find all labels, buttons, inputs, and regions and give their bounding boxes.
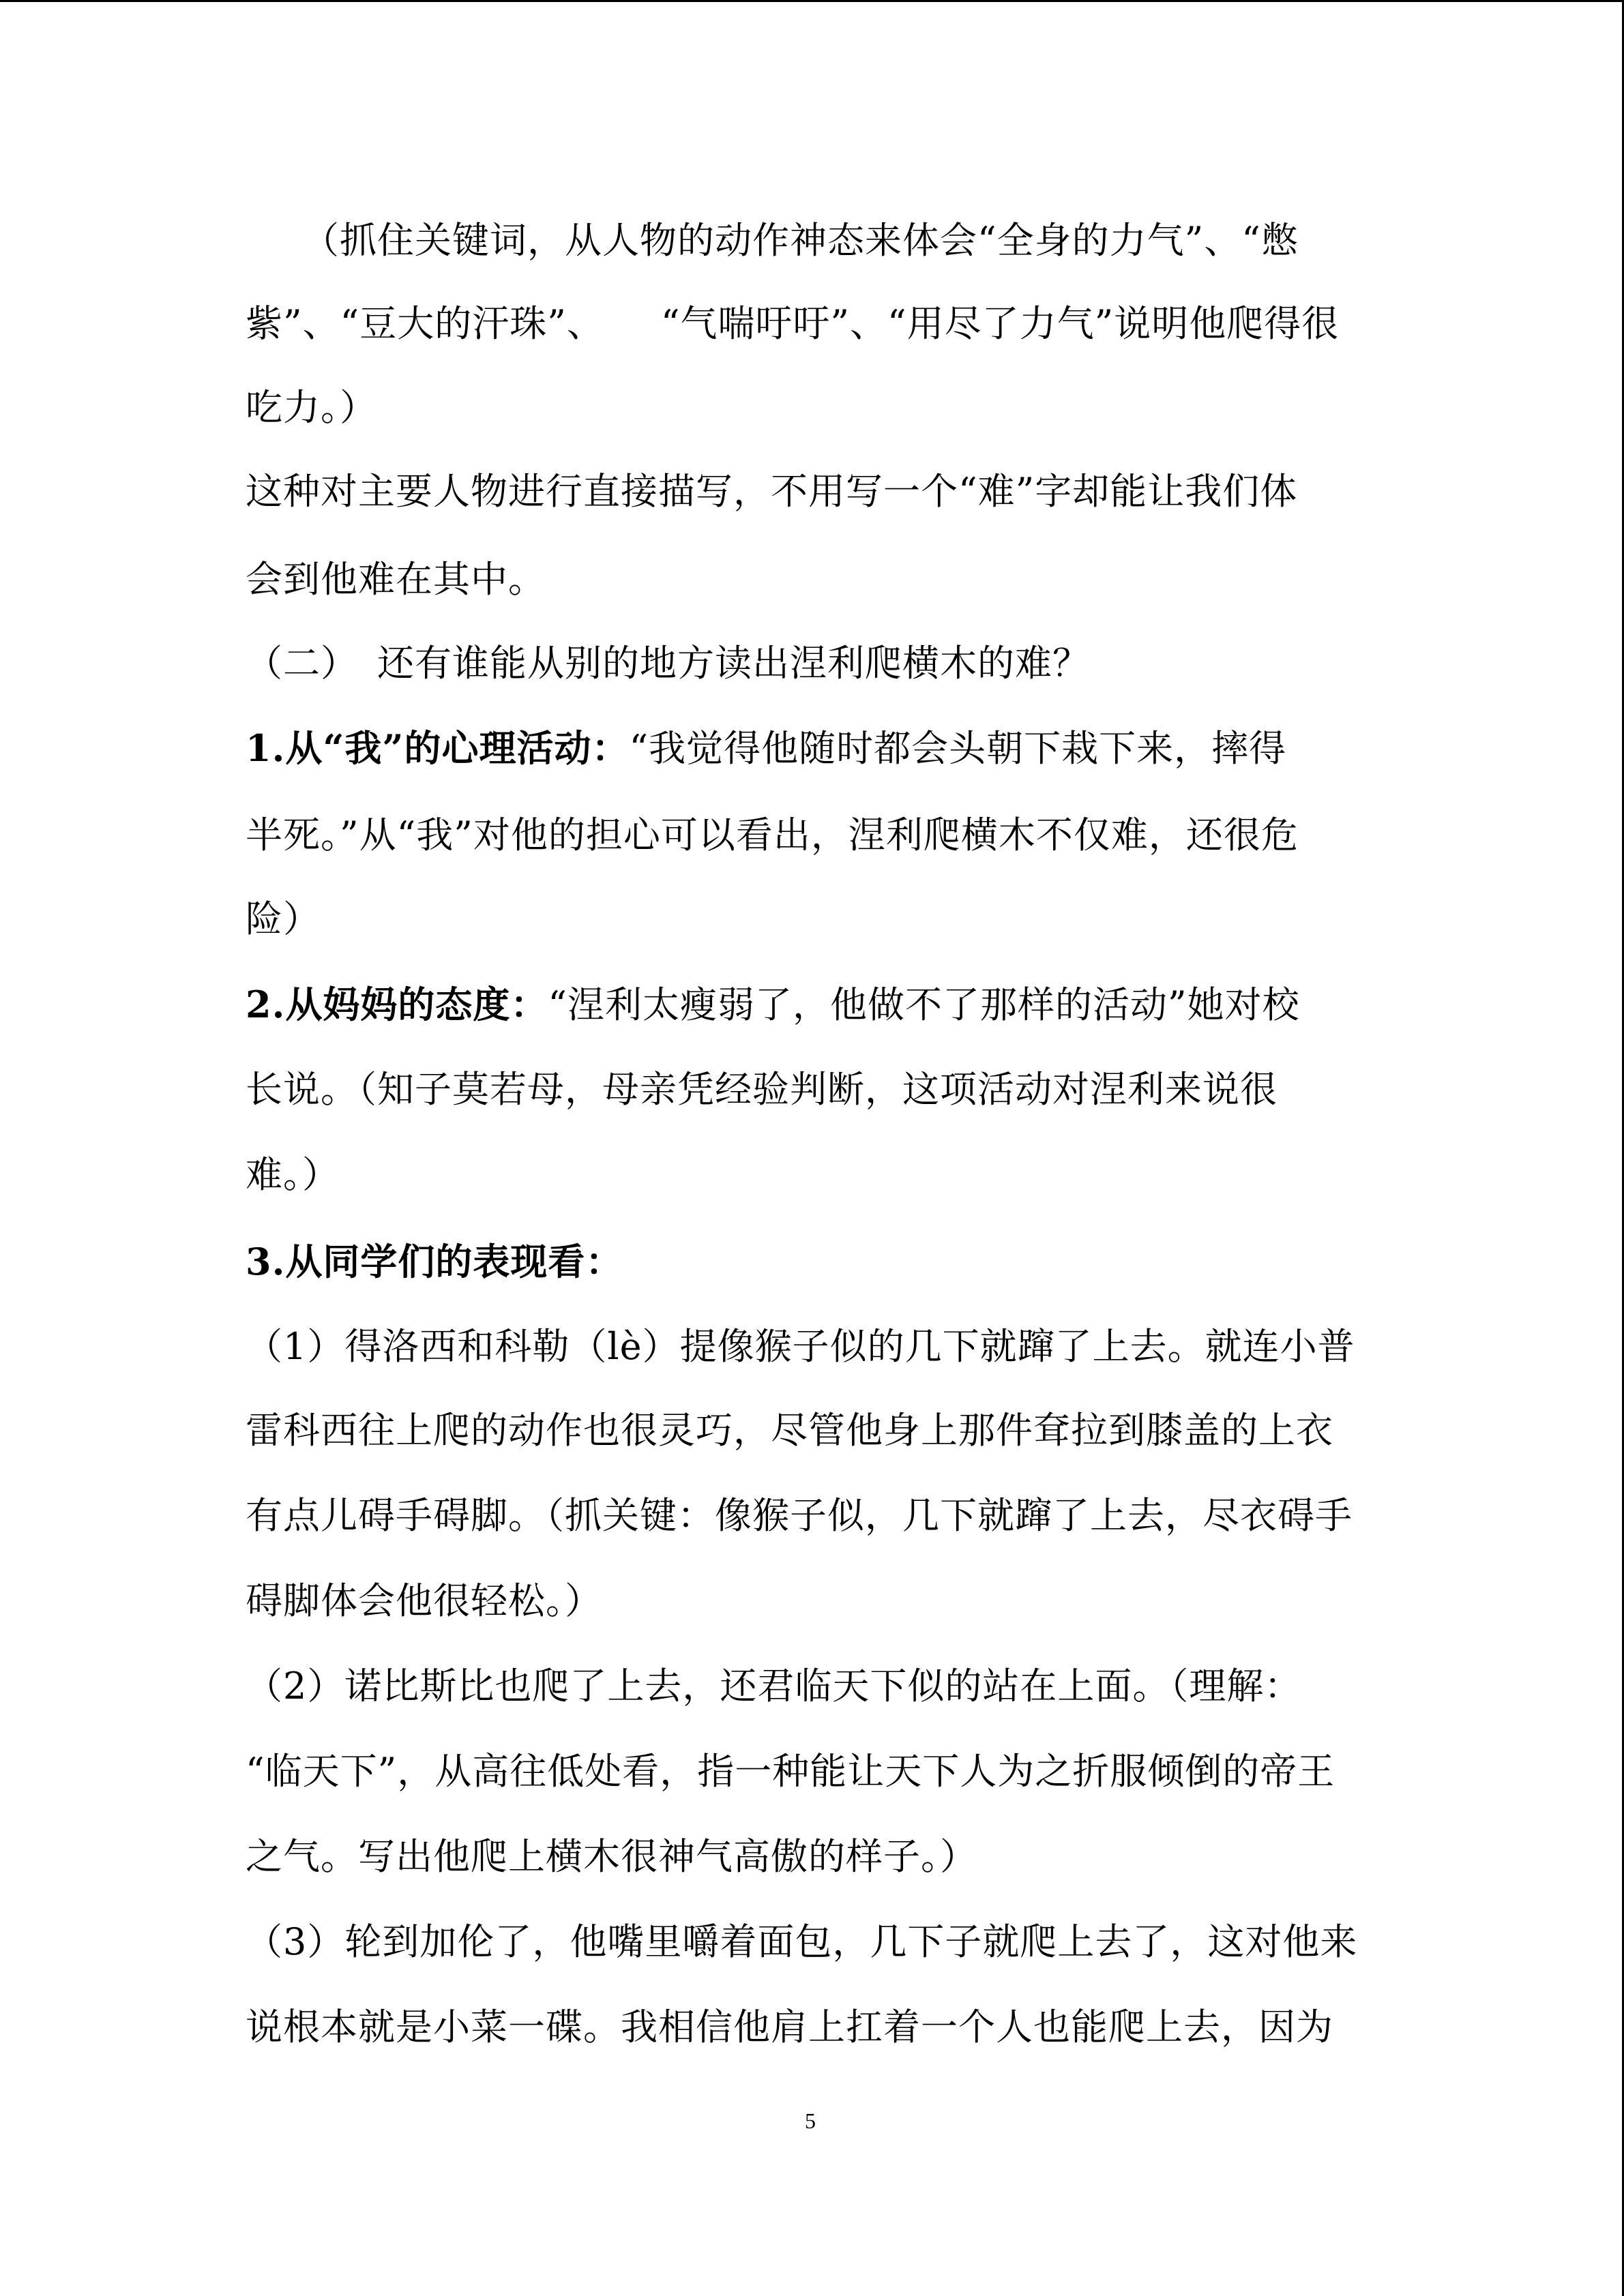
line-text: （1）得洛西和科勒（lè）提像猴子似的几下就蹿了上去。就连小普 [246,1325,1355,1368]
text-line-5 [246,556,546,603]
line-text: （二） 还有谁能从别的地方读出涅利爬横木的难？ [246,642,1090,685]
text-line-18 [246,1663,1301,1710]
line-text: 半死。”从“我”对他的担心可以看出，涅利爬横木不仅难，还很危 [246,814,1299,856]
line-text: 紫”、“豆大的汗珠”、 “气喘吁吁”、“用尽了力气”说明他爬得很 [246,302,1340,345]
point-3-line [246,1238,623,1286]
text-line-8 [246,811,1299,859]
line-text: 吃力。） [246,386,377,429]
line-text: 雷科西往上爬的动作也很灵巧，尽管他身上那件耷拉到膝盖的上衣 [246,1409,1333,1452]
line-text: “临天下”，从高往低处看，指一种能让天下人为之折服倾倒的帝王 [246,1750,1335,1793]
text-line-21 [246,1918,1357,1966]
text-line-12 [246,1151,340,1199]
text-line-16 [246,1492,1353,1540]
text-line-3 [246,384,377,432]
point-1-line [246,724,1286,773]
point-1-heading: 1.从“我”的心理活动： [246,726,630,770]
line-text: “涅利太瘦弱了，他做不了那样的活动”她对校 [548,983,1300,1026]
point-3-heading: 3.从同学们的表现看： [246,1240,623,1283]
line-text: “我觉得他随时都会头朝下栽下来，摔得 [629,727,1287,770]
text-line-22 [246,2003,1333,2051]
line-text: 这种对主要人物进行直接描写，不用写一个“难”字却能让我们体 [246,470,1298,513]
line-text: 之气。写出他爬上横木很神气高傲的样子。） [246,1835,977,1878]
line-text: 说根本就是小菜一碟。我相信他肩上扛着一个人也能爬上去，因为 [246,2006,1333,2048]
page-number: 5 [805,2108,816,2133]
text-line-15 [246,1407,1333,1455]
text-line-9 [246,895,321,943]
text-line-2 [246,300,1339,348]
text-line-1 [246,217,1299,265]
text-line-20 [246,1833,977,1881]
line-text: （2）诺比斯比也爬了上去，还君临天下似的站在上面。（理解： [246,1665,1302,1708]
line-text: （3）轮到加伦了，他嘴里嚼着面包，几下子就爬上去了，这对他来 [246,1920,1358,1963]
text-line-19 [246,1748,1335,1795]
line-text: 会到他难在其中。 [246,558,546,601]
text-line-11 [246,1066,1278,1114]
section-heading-two [246,640,1090,687]
line-text: 碍脚体会他很轻松。） [246,1579,602,1622]
point-2-heading: 2.从妈妈的态度： [246,983,548,1026]
point-2-line [246,981,1300,1029]
text-line-17 [246,1577,602,1625]
text-line-14 [246,1323,1355,1371]
text-line-4 [246,468,1297,516]
line-text: 长说。（知子莫若母，母亲凭经验判断，这项活动对涅利来说很 [246,1068,1278,1111]
line-text: 险） [246,897,321,940]
line-text: 难。） [246,1153,340,1196]
line-text: （抓住关键词，从人物的动作神态来体会“全身的力气”、“憋 [246,219,1299,262]
line-text: 有点儿碍手碍脚。（抓关键：像猴子似，几下就蹿了上去，尽衣碍手 [246,1494,1353,1537]
